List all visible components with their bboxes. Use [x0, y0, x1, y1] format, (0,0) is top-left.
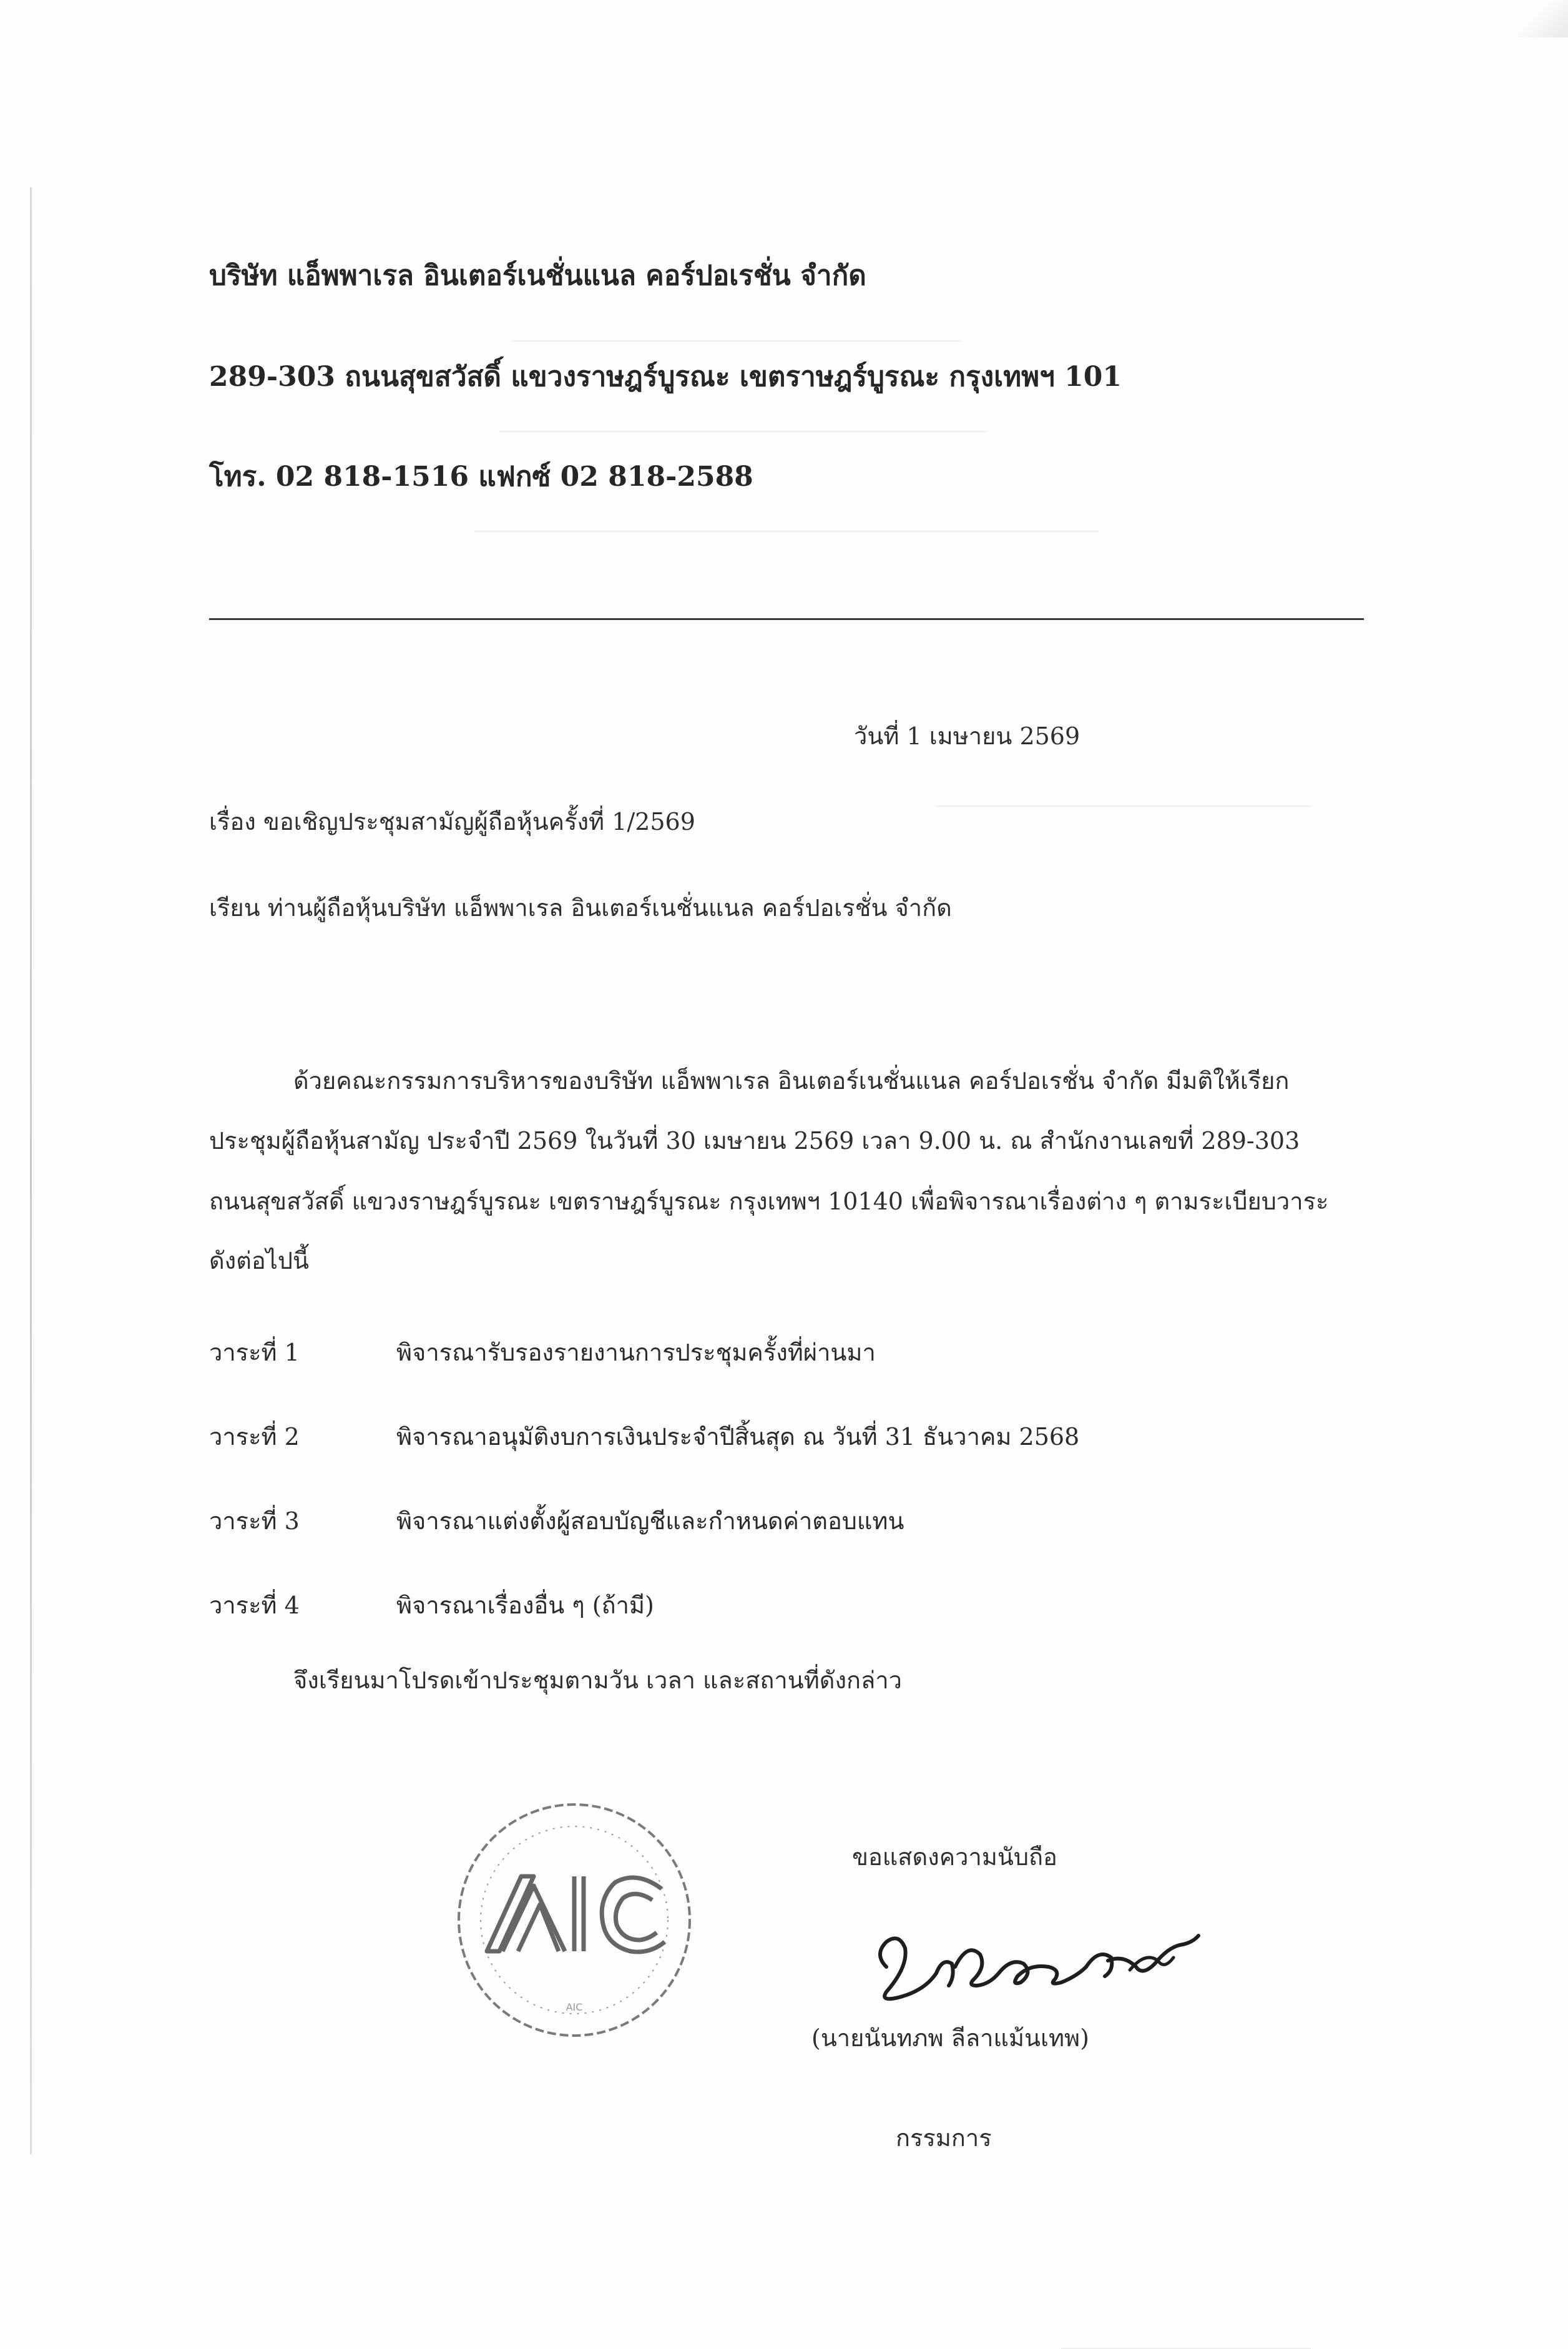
letter-subject: เรื่อง ขอเชิญประชุมสามัญผู้ถือหุ้นครั้งที่ 1/2569 [209, 808, 695, 835]
agenda-label: วาระที่ 4 [209, 1592, 300, 1619]
agenda-item: พิจารณารับรองรายงานการประชุมครั้งที่ผ่านมา [396, 1339, 876, 1366]
agenda-item: พิจารณาอนุมัติงบการเงินประจำปีสิ้นสุด ณ วันที่ 31 ธันวาคม 2568 [396, 1423, 1080, 1450]
body-line: ถนนสุขสวัสดิ์ แขวงราษฎร์บูรณะ เขตราษฎร์บูรณะ กรุงเทพฯ 10140 เพื่อพิจารณาเรื่องต่าง ๆ ตามระเบียบวาระ [209, 1188, 1329, 1215]
company-name: บริษัท แอ็พพาเรล อินเตอร์เนชั่นแนล คอร์ปอเรชั่น จำกัด [209, 260, 866, 292]
signer-name: (นายนันทภพ ลีลาแม้นเทพ) [811, 2024, 1089, 2052]
agenda-item: พิจารณาแต่งตั้งผู้สอบบัญชีและกำหนดค่าตอบแทน [396, 1507, 904, 1535]
company-seal [449, 1795, 699, 2045]
company-contact: โทร. 02 818-1516 แฟกซ์ 02 818-2588 [209, 461, 753, 493]
bleed-through-mark [936, 805, 1311, 807]
body-line: ประชุมผู้ถือหุ้นสามัญ ประจำปี 2569 ในวันที่ 30 เมษายน 2569 เวลา 9.00 น. ณ สำนักงานเลขที่ 289-303 [209, 1127, 1300, 1155]
header-divider [209, 618, 1364, 620]
bleed-through-mark [499, 431, 986, 432]
bleed-through-mark [512, 340, 961, 342]
body-line: ดังต่อไปนี้ [209, 1247, 309, 1274]
agenda-label: วาระที่ 1 [209, 1339, 300, 1366]
agenda-label: วาระที่ 3 [209, 1507, 300, 1535]
letter-recipient: เรียน ท่านผู้ถือหุ้นบริษัท แอ็พพาเรล อินเตอร์เนชั่นแนล คอร์ปอเรชั่น จำกัด [209, 894, 952, 922]
bleed-through-mark [474, 531, 1099, 532]
scan-page-corner [1512, 0, 1568, 37]
seal-ring-text: AIC [566, 2001, 583, 2013]
closing-line: จึงเรียนมาโปรดเข้าประชุมตามวัน เวลา และสถานที่ดังกล่าว [293, 1667, 902, 1694]
body-line: ด้วยคณะกรรมการบริหารของบริษัท แอ็พพาเรล อินเตอร์เนชั่นแนล คอร์ปอเรชั่น จำกัด มีมติให้เรียก [293, 1067, 1290, 1095]
signer-title: กรรมการ [896, 2124, 992, 2152]
seal-logo [487, 1876, 665, 1952]
agenda-item: พิจารณาเรื่องอื่น ๆ (ถ้ามี) [396, 1592, 654, 1619]
scan-edge [30, 187, 32, 2154]
regards-text: ขอแสดงความนับถือ [852, 1843, 1057, 1871]
agenda-label: วาระที่ 2 [209, 1423, 300, 1450]
letter-date: วันที่ 1 เมษายน 2569 [854, 722, 1080, 750]
company-address: 289-303 ถนนสุขสวัสดิ์ แขวงราษฎร์บูรณะ เขตราษฎร์บูรณะ กรุงเทพฯ 101 [209, 361, 1122, 393]
signature [861, 1898, 1211, 2017]
